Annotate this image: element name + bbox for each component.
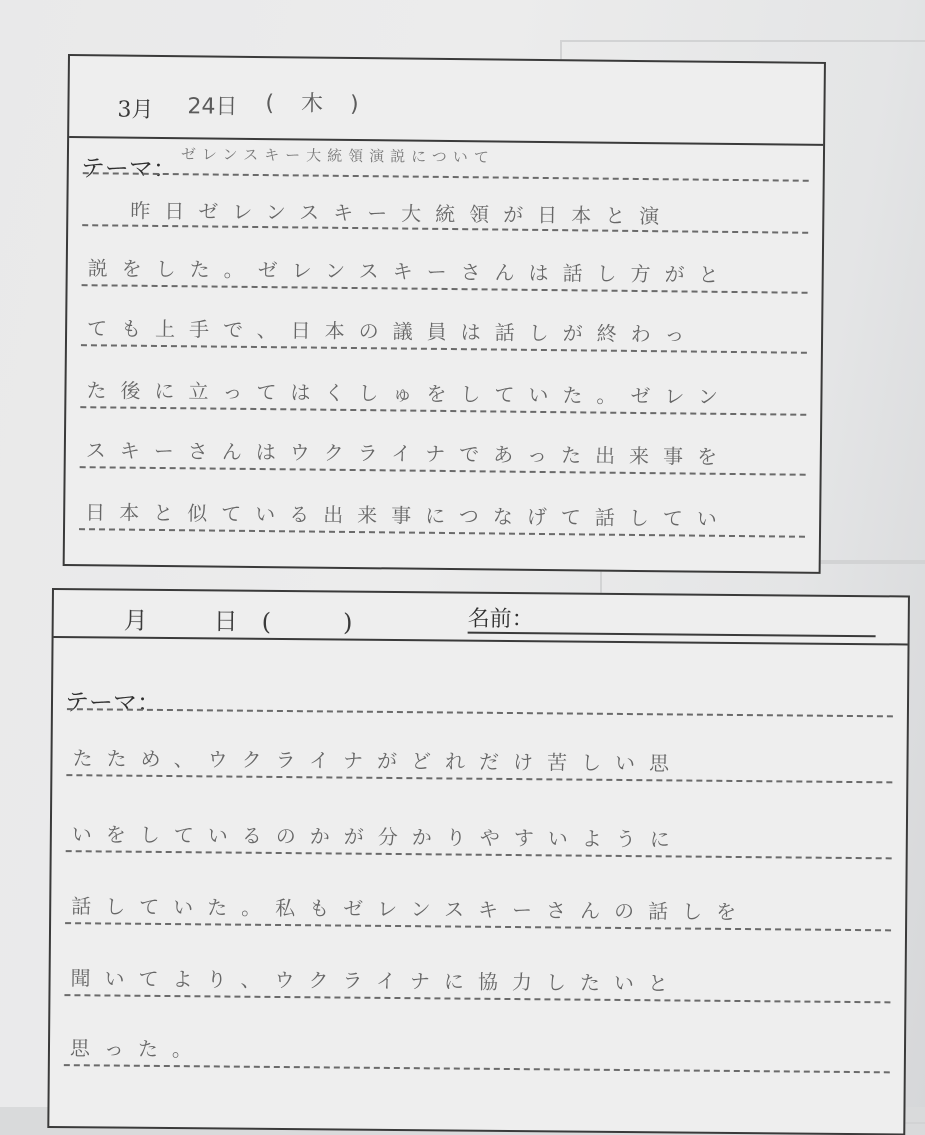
body-line-6: 日本と似ている出来事につなげて話してい: [85, 500, 731, 531]
date-header: [54, 590, 908, 645]
body-line-5: スキーさんはウクライナであった出来事を: [85, 438, 732, 469]
body-line-3: 話していた。私もゼレンスキーさんの話しを: [71, 894, 751, 925]
dashed-rule: [67, 708, 893, 717]
body-line-1: 昨日ゼレンスキー大統領が日本と演: [130, 198, 674, 229]
theme-text: ゼレンスキー大統領演説について: [180, 145, 495, 167]
date-header: [69, 56, 824, 146]
body-line-2: いをしているのかが分かりやすいように: [71, 822, 684, 852]
date-day: 24日: [187, 94, 238, 120]
body-line-4: た後に立ってはくしゅをしていた。ゼレン: [86, 378, 733, 409]
theme-label: テーマ：: [80, 154, 177, 184]
date-weekday: ( 木 ): [265, 91, 369, 118]
journal-card-1: [63, 54, 826, 574]
body-line-1: たため、ウクライナがどれだけ苦しい思: [72, 746, 684, 776]
body-line-4: 聞いてより、ウクライナに協力したいと: [70, 966, 683, 996]
body-line-3: ても上手で、日本の議員は話しが終わっ: [87, 316, 699, 347]
body-line-2: 説をした。ゼレンスキーさんは話し方がと: [87, 256, 733, 287]
body-line-5: 思った。: [69, 1036, 207, 1062]
dashed-rule: [83, 172, 809, 182]
name-label: 名前：: [467, 606, 534, 633]
theme-label: テーマ：: [64, 688, 162, 717]
day-label: 日: [213, 607, 238, 636]
date-month: 3月: [117, 97, 154, 123]
journal-card-2: [47, 588, 910, 1135]
month-label: 月: [123, 606, 148, 635]
weekday-label: ( ): [261, 607, 361, 637]
name-underline: [468, 632, 876, 638]
